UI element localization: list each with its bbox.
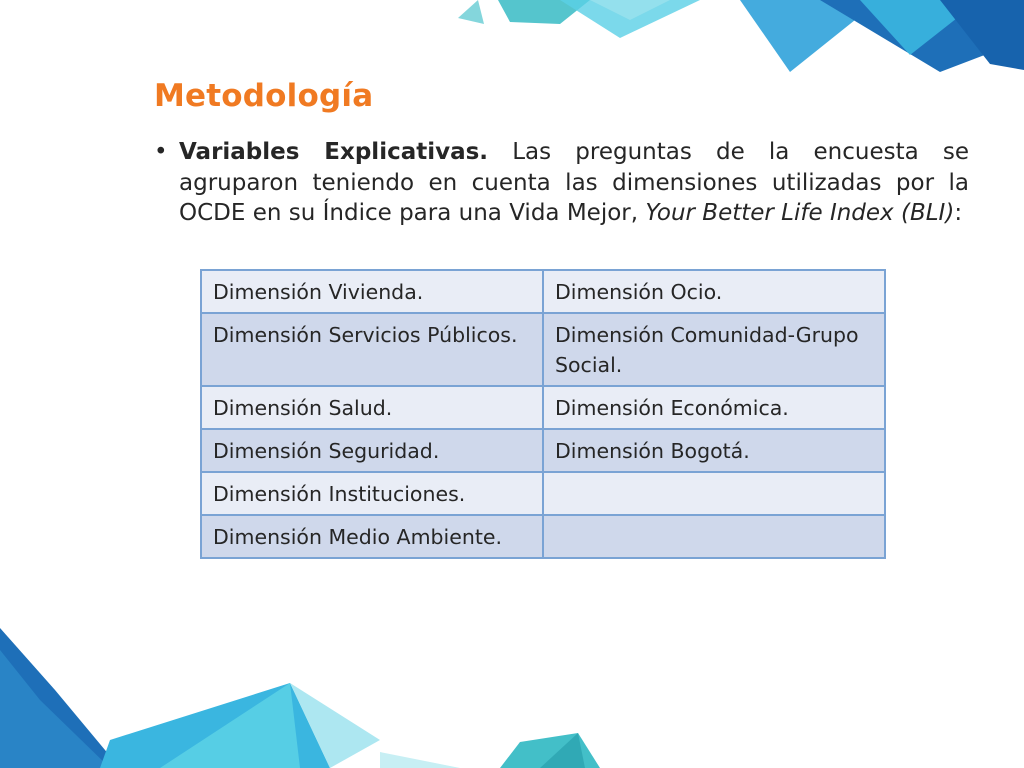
- bullet-item: [154, 137, 969, 229]
- bullet-text: Las preguntas de la encuesta se agruparon teniendo en cuenta las dimensiones utilizadas por la OCDE en su Índice para una Vida Mejor,: [179, 139, 969, 226]
- dimensions-table-body: [201, 270, 885, 558]
- table-cell: Dimensión Medio Ambiente.: [201, 515, 543, 558]
- table-row: [201, 472, 885, 515]
- bottom-shard-faint: [380, 752, 460, 768]
- bullet-tail: :: [954, 200, 963, 226]
- table-cell: Dimensión Comunidad-Grupo Social.: [543, 313, 885, 386]
- table-row: [201, 429, 885, 472]
- table-cell: Dimensión Ocio.: [543, 270, 885, 313]
- table-row: [201, 270, 885, 313]
- table-row: [201, 386, 885, 429]
- table-row: [201, 313, 885, 386]
- bullet-paragraph: [179, 137, 969, 229]
- bullet-marker: •: [154, 139, 168, 165]
- table-cell: Dimensión Servicios Públicos.: [201, 313, 543, 386]
- bullet-lead: Variables Explicativas.: [179, 139, 489, 165]
- table-cell: Dimensión Vivienda.: [201, 270, 543, 313]
- slide-title: Metodología: [154, 78, 374, 114]
- table-cell: Dimensión Salud.: [201, 386, 543, 429]
- table-cell-empty: [543, 472, 885, 515]
- table-cell-empty: [543, 515, 885, 558]
- table-row: [201, 515, 885, 558]
- table-cell: Dimensión Económica.: [543, 386, 885, 429]
- dimensions-table: [200, 269, 886, 559]
- table-cell: Dimensión Seguridad.: [201, 429, 543, 472]
- table-cell: Dimensión Instituciones.: [201, 472, 543, 515]
- bullet-italic-text: Your Better Life Index (BLI): [645, 200, 955, 226]
- table-cell: Dimensión Bogotá.: [543, 429, 885, 472]
